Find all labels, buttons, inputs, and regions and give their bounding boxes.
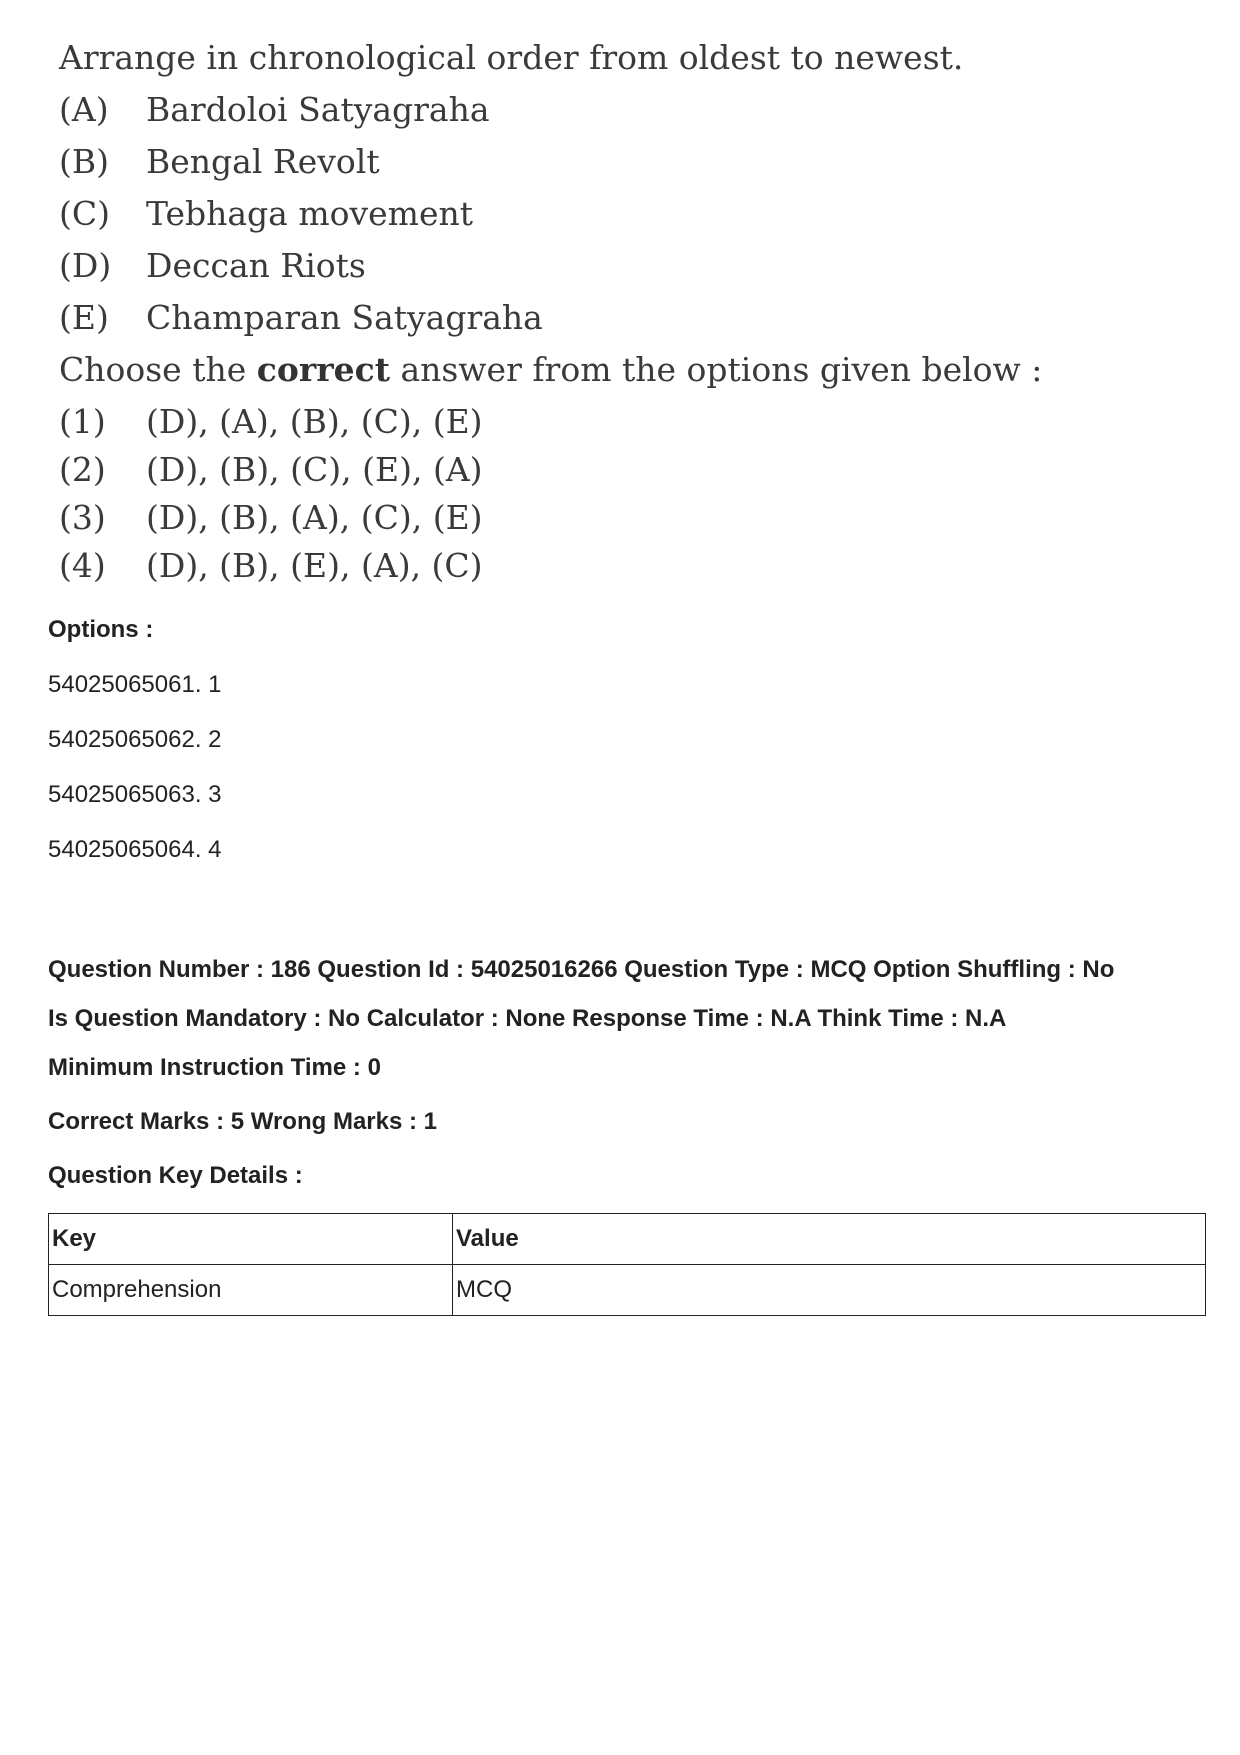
choose-bold: correct [256,350,390,389]
key-details-heading: Question Key Details : [48,1162,303,1189]
answer-text: (D), (A), (B), (C), (E) [146,402,483,441]
option-item: 54025065063. 3 [48,781,222,808]
item-text: Tebhaga movement [146,194,473,233]
answer-text: (D), (B), (C), (E), (A) [146,450,483,489]
option-item: 54025065061. 1 [48,671,222,698]
question-meta-line-1: Question Number : 186 Question Id : 54025016266 Question Type : MCQ Option Shuffling : No [48,956,1115,983]
answer-text: (D), (B), (A), (C), (E) [146,498,483,537]
table-header-row [49,1214,1206,1265]
marks-line: Correct Marks : 5 Wrong Marks : 1 [48,1108,438,1135]
answer-label: (4) [59,546,106,585]
item-label: (A) [59,90,109,129]
item-text: Deccan Riots [146,246,366,285]
choose-post: answer from the options given below : [389,350,1043,389]
answer-label: (2) [59,450,106,489]
choose-pre: Choose the [59,350,257,389]
table-cell-value: MCQ [453,1265,1206,1316]
option-item: 54025065062. 2 [48,726,222,753]
table-header-value: Value [453,1214,1206,1265]
item-label: (B) [59,142,109,181]
answer-label: (1) [59,402,106,441]
item-label: (D) [59,246,112,285]
option-item: 54025065064. 4 [48,836,222,863]
item-label: (C) [59,194,110,233]
question-meta-line-3: Minimum Instruction Time : 0 [48,1054,381,1081]
item-text: Bardoloi Satyagraha [146,90,490,129]
question-meta-line-2: Is Question Mandatory : No Calculator : None Response Time : N.A Think Time : N.A [48,1005,1007,1032]
item-text: Champaran Satyagraha [146,298,543,337]
choose-instruction [59,350,1042,390]
item-label: (E) [59,298,109,337]
question-prompt: Arrange in chronological order from oldest to newest. [59,38,964,77]
table-cell-key: Comprehension [49,1265,453,1316]
table-row [49,1265,1206,1316]
answer-text: (D), (B), (E), (A), (C) [146,546,483,585]
answer-label: (3) [59,498,106,537]
item-text: Bengal Revolt [146,142,380,181]
table-header-key: Key [49,1214,453,1265]
key-details-table [48,1213,1206,1316]
options-heading: Options : [48,616,154,643]
